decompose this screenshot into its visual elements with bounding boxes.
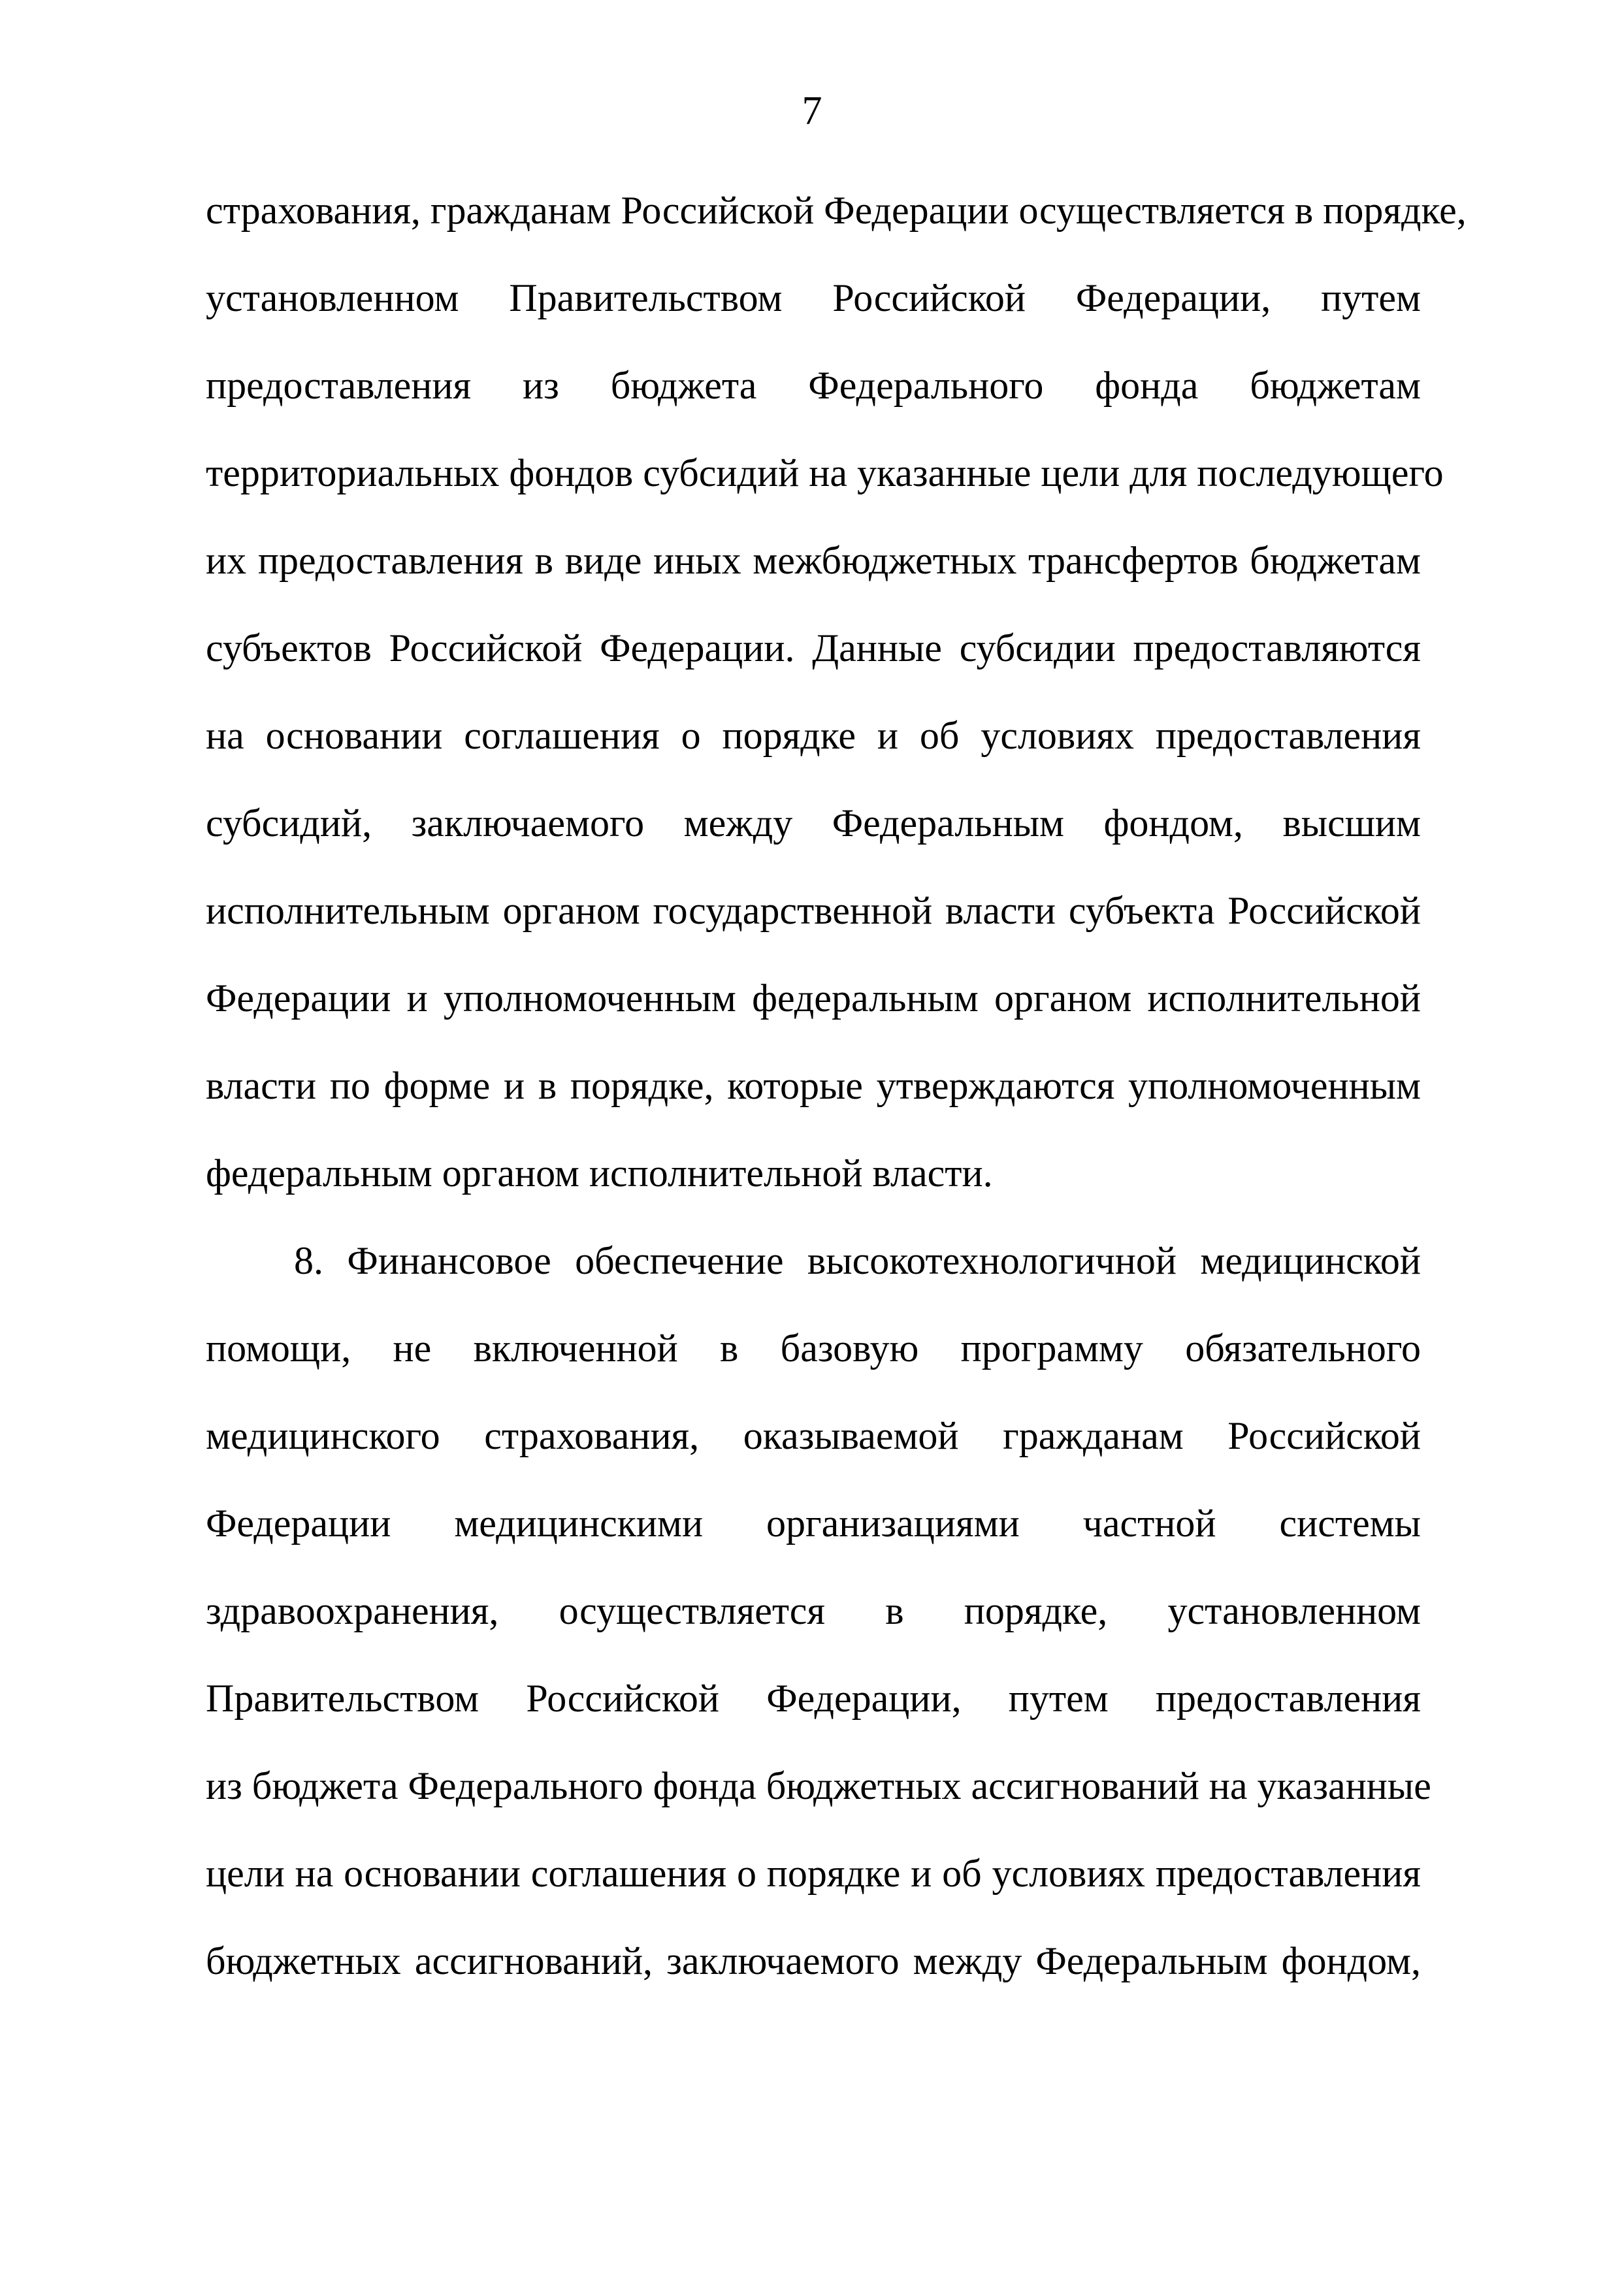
paragraph-continuation — [206, 167, 1467, 1217]
text-line: установленном Правительством Российской Федерации, путем — [206, 276, 1421, 319]
text-line: цели на основании соглашения о порядке и об условиях предоставления — [206, 1852, 1421, 1895]
text-line: территориальных фондов субсидий на указанные цели для последующего — [206, 451, 1444, 494]
text-line: Федерации и уполномоченным федеральным органом исполнительной — [206, 977, 1421, 1020]
text-line: бюджетных ассигнований, заключаемого между Федеральным фондом, — [206, 1939, 1421, 1982]
text-line: помощи, не включенной в базовую программу обязательного — [206, 1327, 1421, 1370]
text-line: исполнительным органом государственной власти субъекта Российской — [206, 889, 1421, 932]
text-line: Федерации медицинскими организациями частной системы — [206, 1502, 1421, 1545]
text-line: из бюджета Федерального фонда бюджетных ассигнований на указанные — [206, 1764, 1431, 1807]
text-line: 8. Финансовое обеспечение высокотехнологичной медицинской — [294, 1239, 1421, 1282]
text-line: страхования, гражданам Российской Федерации осуществляется в порядке, — [206, 189, 1467, 232]
text-line: здравоохранения, осуществляется в порядке, установленном — [206, 1589, 1421, 1632]
text-line: субъектов Российской Федерации. Данные субсидии предоставляются — [206, 626, 1421, 670]
text-line: Правительством Российской Федерации, путем предоставления — [206, 1677, 1421, 1720]
paragraph-item-8 — [206, 1217, 1431, 2005]
text-line: власти по форме и в порядке, которые утверждаются уполномоченным — [206, 1064, 1421, 1107]
page-number: 7 — [802, 89, 822, 133]
text-line: предоставления из бюджета Федерального фонда бюджетам — [206, 364, 1421, 407]
text-line: на основании соглашения о порядке и об условиях предоставления — [206, 714, 1421, 757]
text-line: федеральным органом исполнительной власти. — [206, 1152, 993, 1195]
text-line: их предоставления в виде иных межбюджетных трансфертов бюджетам — [206, 539, 1421, 582]
text-line: субсидий, заключаемого между Федеральным фондом, высшим — [206, 801, 1421, 845]
text-line: медицинского страхования, оказываемой гражданам Российской — [206, 1414, 1421, 1457]
